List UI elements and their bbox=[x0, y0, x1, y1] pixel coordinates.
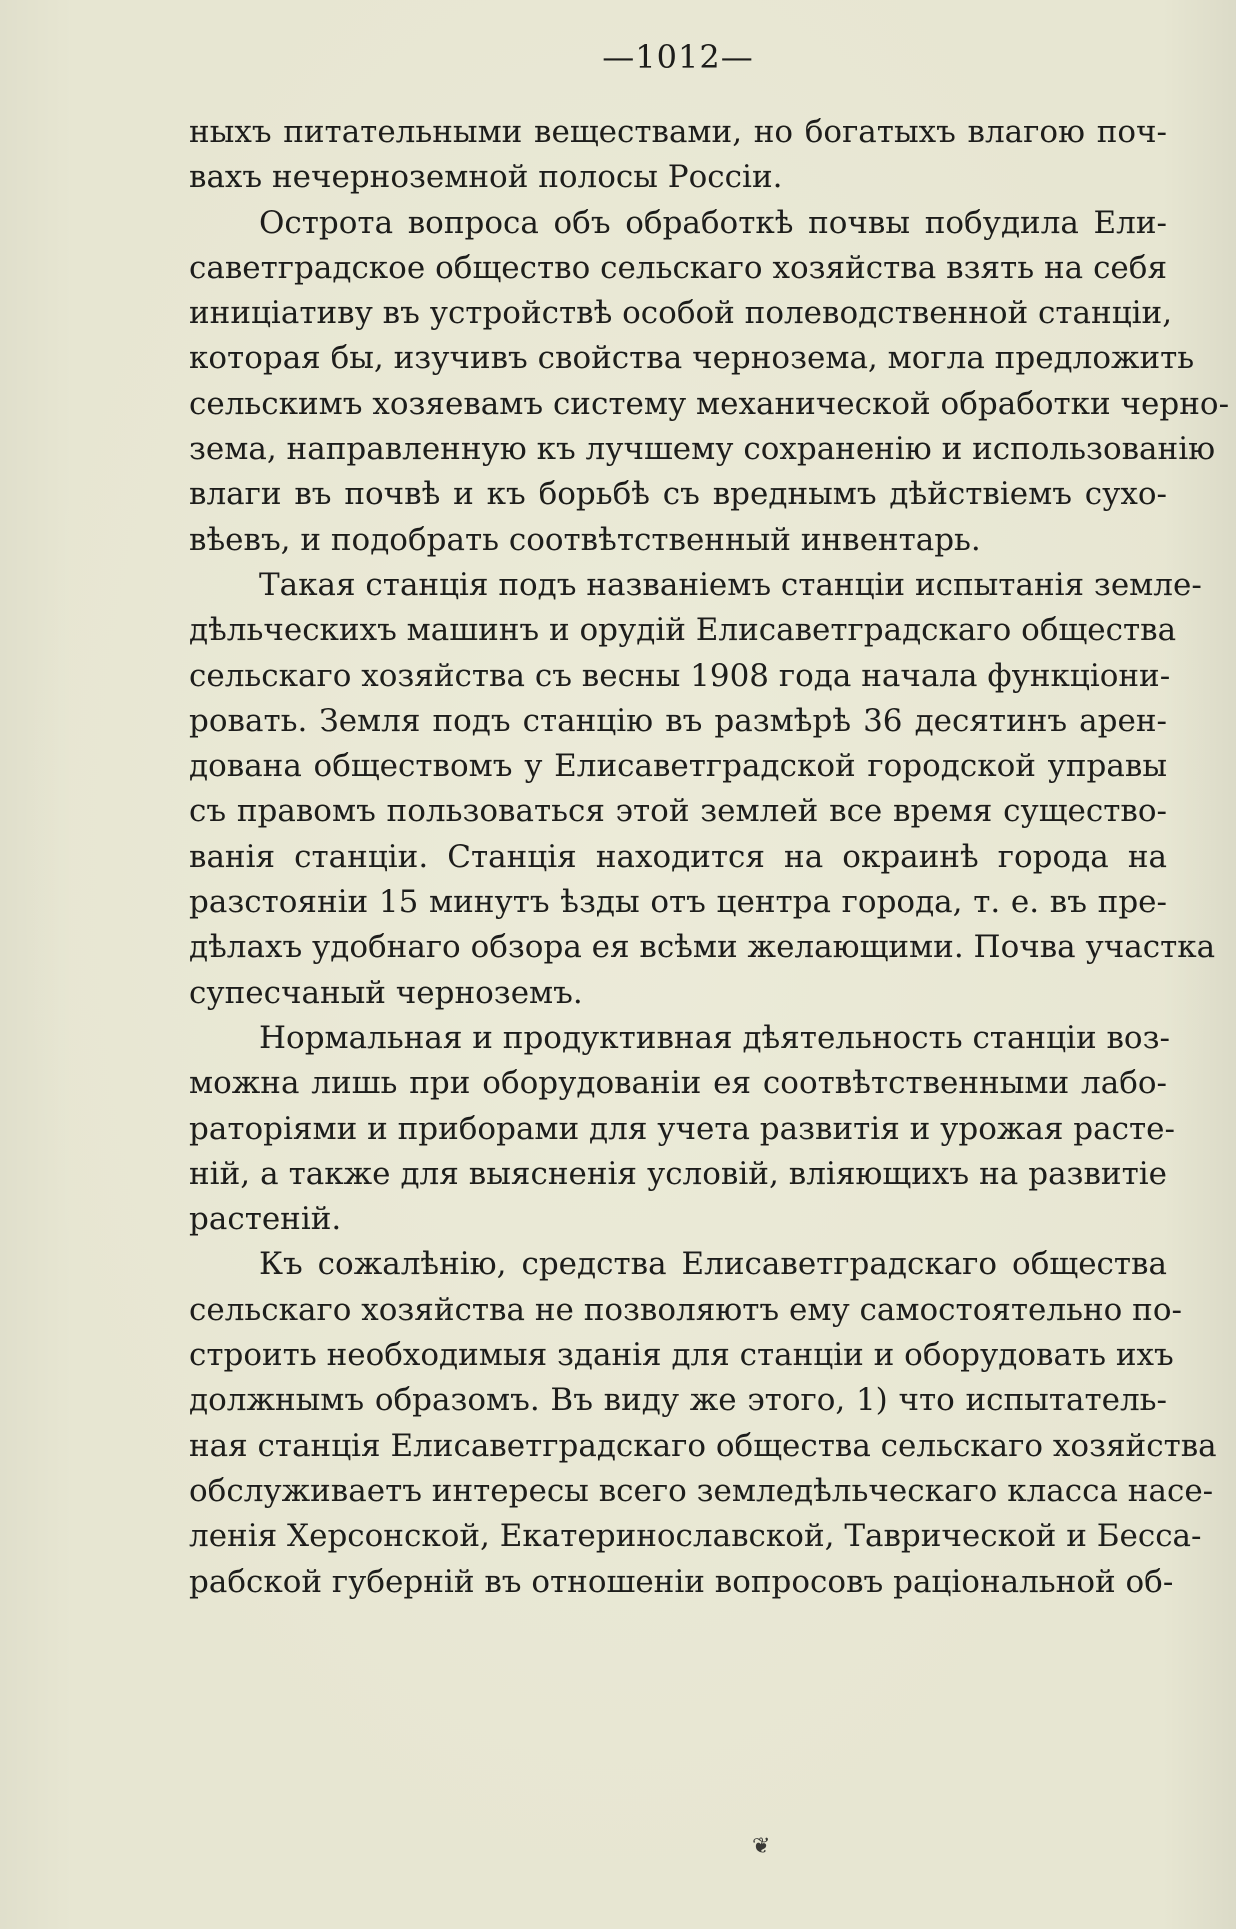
text-line: дѣлахъ удобнаго обзора ея всѣми желающими. Почва участка bbox=[189, 929, 1216, 966]
text-line: раторіями и приборами для учета развитія и урожая расте- bbox=[189, 1110, 1175, 1147]
text-line: сельскаго хозяйства съ весны 1908 года начала функціони- bbox=[189, 657, 1171, 694]
ornament-icon: ❦ bbox=[752, 1834, 771, 1859]
text-line: сельскимъ хозяевамъ систему механической обработки черно- bbox=[189, 385, 1230, 422]
text-line: ная станція Елисаветградскаго общества сельскаго хозяйства bbox=[189, 1427, 1217, 1464]
text-line: сельскаго хозяйства не позволяютъ ему самостоятельно по- bbox=[189, 1291, 1182, 1328]
text-line: ленія Херсонской, Екатеринославской, Таврической и Бесса- bbox=[189, 1518, 1202, 1555]
paragraph-start-line: Такая станція подъ названіемъ станціи испытанія земле- bbox=[259, 566, 1202, 603]
text-line: дѣльческихъ машинъ и орудій Елисаветградскаго общества bbox=[189, 612, 1177, 649]
text-line: влаги въ почвѣ и къ борьбѣ съ вреднымъ дѣйствіемъ сухо- bbox=[189, 476, 1167, 513]
text-line: ванія станціи. Станція находится на окраинѣ города на bbox=[189, 838, 1167, 875]
text-line: разстояніи 15 минутъ ѣзды отъ центра города, т. е. въ пре- bbox=[189, 884, 1167, 921]
paragraph-start-line: Къ сожалѣнію, средства Елисаветградскаго общества bbox=[259, 1246, 1167, 1283]
text-line: вѣевъ, и подобрать соотвѣтственный инвентарь. bbox=[189, 521, 981, 558]
text-line: можна лишь при оборудованіи ея соотвѣтственными лабо- bbox=[189, 1065, 1167, 1102]
text-line: ныхъ питательными веществами, но богатыхъ влагою поч- bbox=[189, 114, 1167, 150]
text-line: супесчаный черноземъ. bbox=[189, 974, 583, 1011]
text-line: ній, а также для выясненія условій, вліяющихъ на развитіе bbox=[189, 1155, 1167, 1192]
text-line: ровать. Земля подъ станцію въ размѣрѣ 36 десятинъ арен- bbox=[189, 702, 1167, 739]
text-line: саветградское общество сельскаго хозяйства взять на себя bbox=[189, 249, 1167, 286]
text-line: которая бы, изучивъ свойства чернозема, могла предложить bbox=[189, 340, 1195, 377]
text-line: должнымъ образомъ. Въ виду же этого, 1) что испытатель- bbox=[189, 1382, 1167, 1419]
text-line: растеній. bbox=[189, 1201, 342, 1238]
page-number: —1012— bbox=[602, 38, 754, 76]
text-line: съ правомъ пользоваться этой землей все время существо- bbox=[189, 793, 1167, 830]
text-line: рабской губерній въ отношеніи вопросовъ раціональной об- bbox=[189, 1563, 1174, 1600]
text-line: зема, направленную къ лучшему сохраненію и использованію bbox=[189, 431, 1216, 468]
paragraph-start-line: Нормальная и продуктивная дѣятельность станціи воз- bbox=[259, 1019, 1170, 1056]
text-line: строить необходимыя зданія для станціи и оборудовать ихъ bbox=[189, 1337, 1174, 1374]
text-line: иниціативу въ устройствѣ особой полеводственной станціи, bbox=[189, 295, 1173, 332]
text-line: дована обществомъ у Елисаветградской городской управы bbox=[189, 748, 1167, 785]
body-text bbox=[189, 110, 1230, 1605]
paragraph-start-line: Острота вопроса объ обработкѣ почвы побудила Ели- bbox=[259, 204, 1167, 241]
text-line: вахъ нечерноземной полосы Россіи. bbox=[189, 159, 783, 196]
text-line: обслуживаетъ интересы всего земледѣльческаго класса насе- bbox=[189, 1472, 1214, 1509]
